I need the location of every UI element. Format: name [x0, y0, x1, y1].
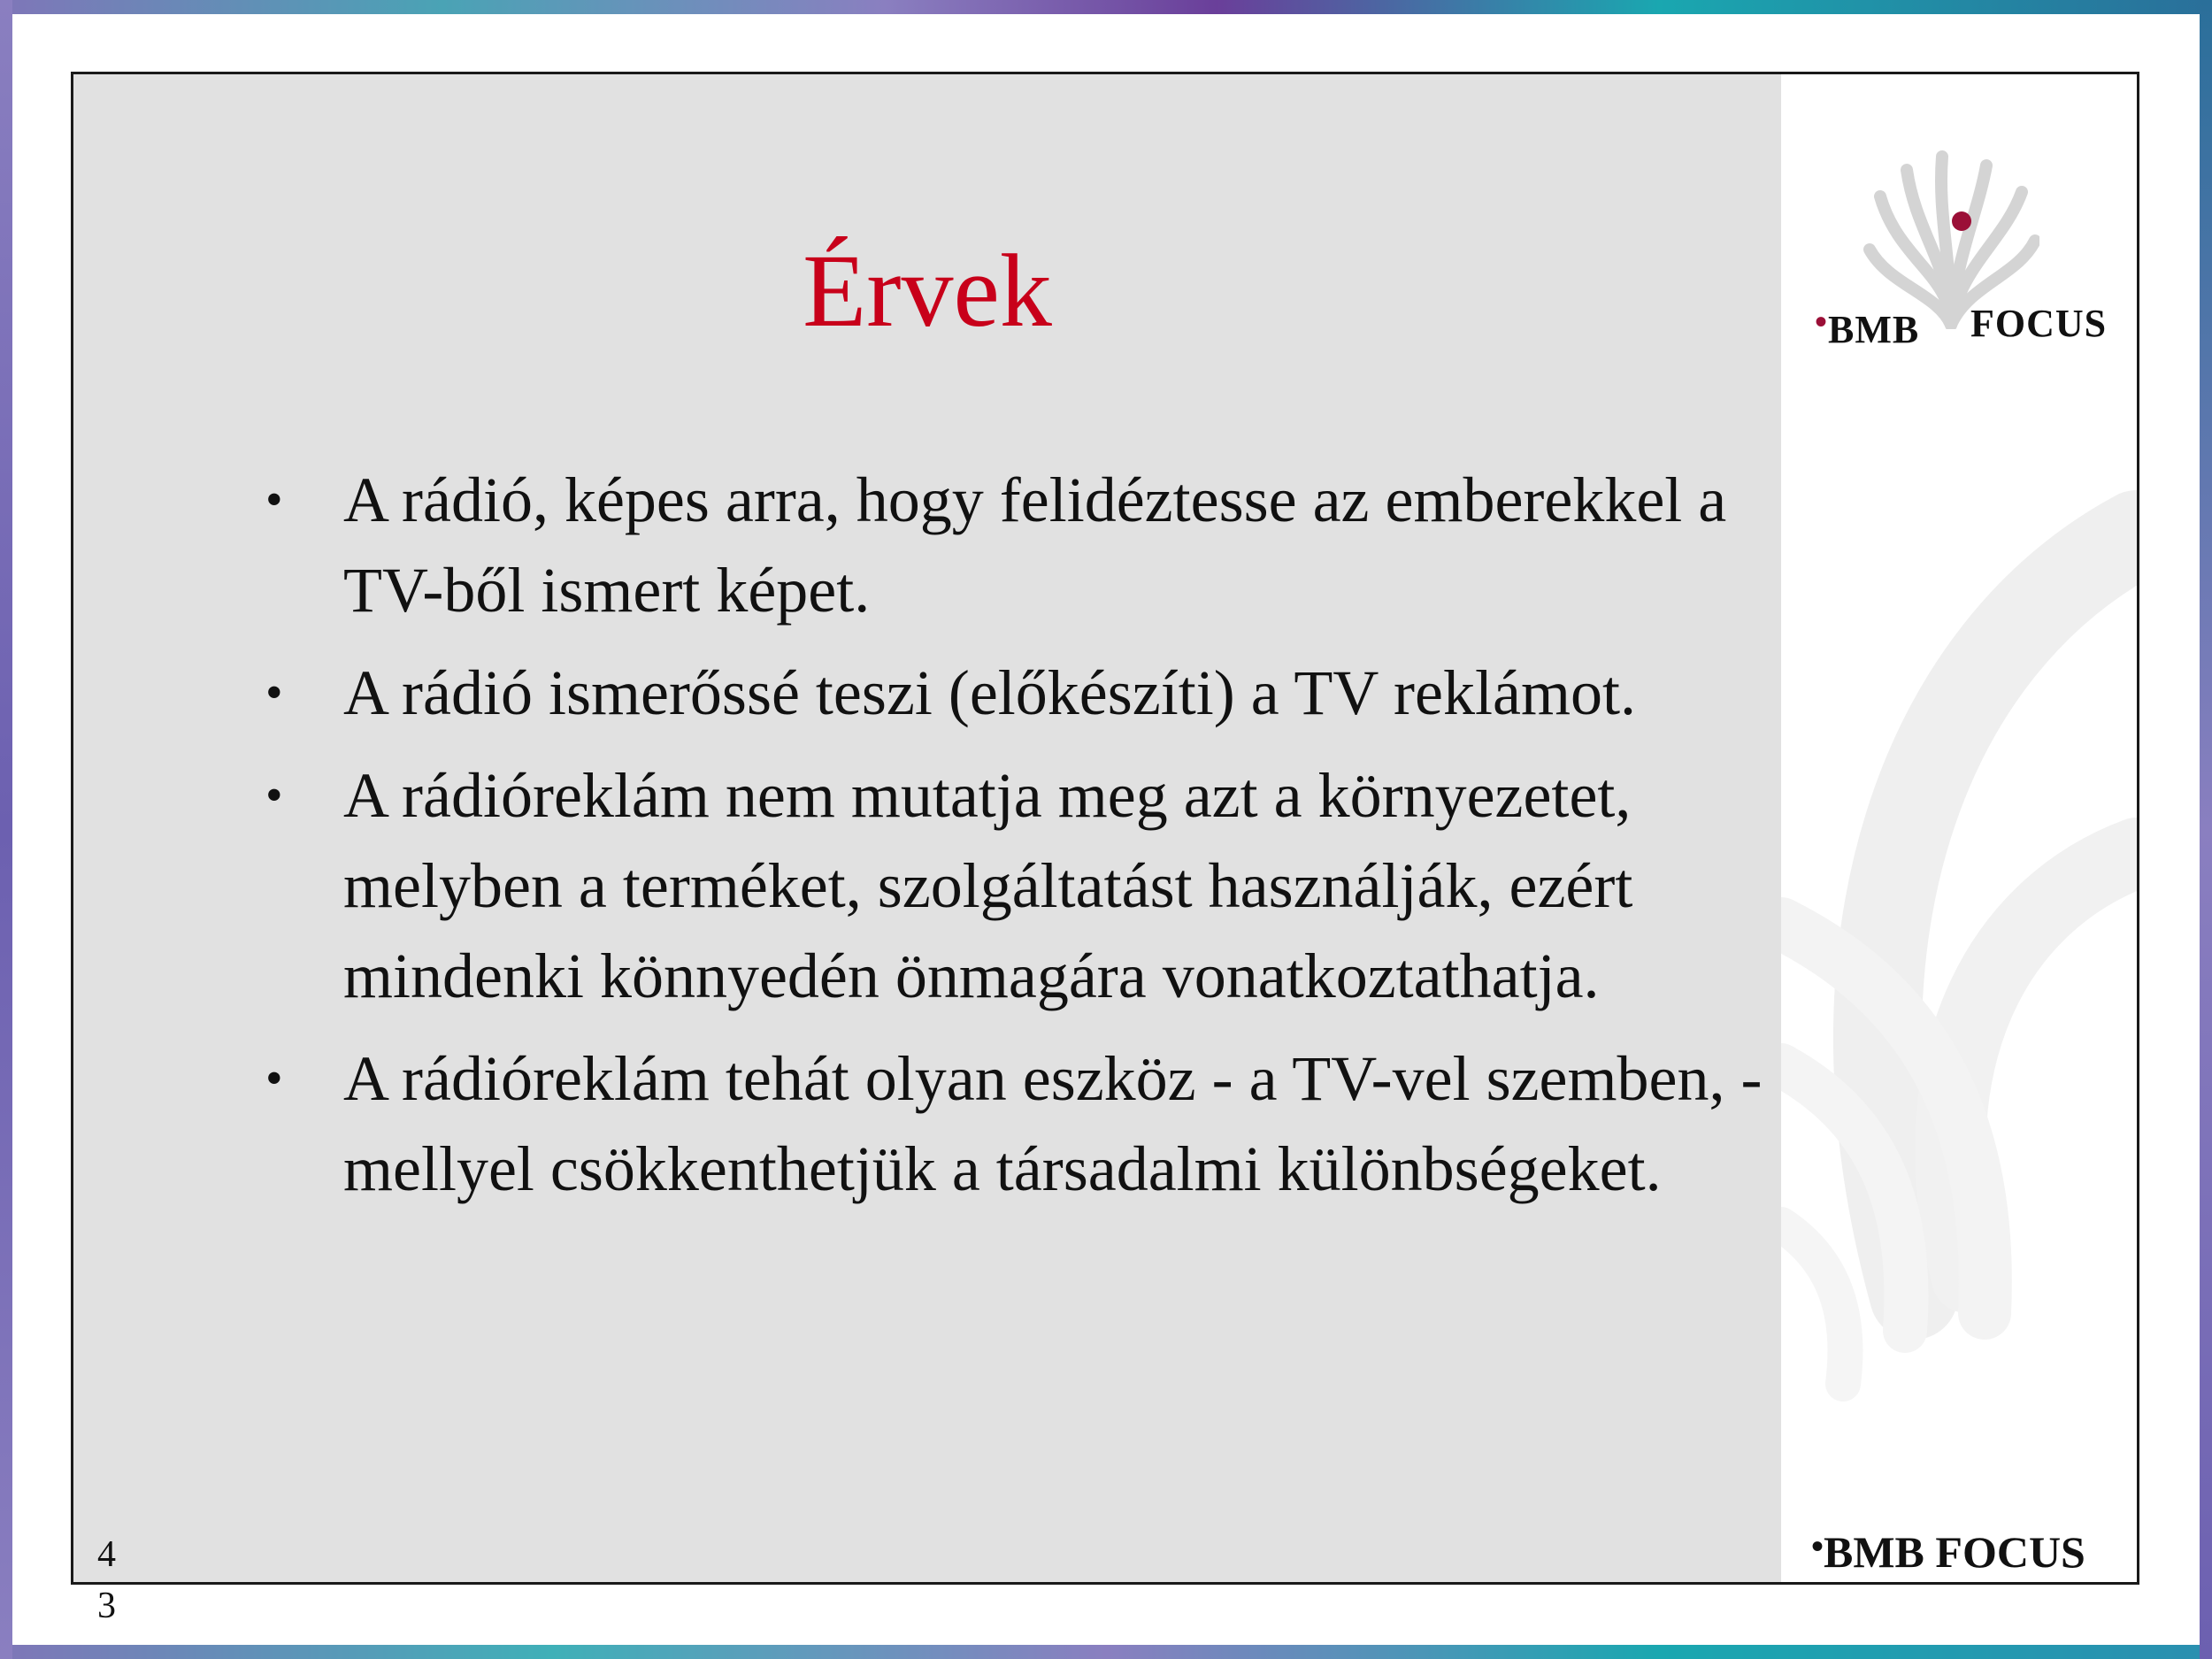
- bullet-item: [184, 648, 1777, 738]
- page-number-digit: 4: [97, 1534, 116, 1575]
- footer-brand-text: BMB FOCUS: [1824, 1527, 2085, 1577]
- footer-brand: [1811, 1525, 2085, 1578]
- logo-text-left: BMB: [1828, 308, 1920, 351]
- bullet-item: [184, 1033, 1777, 1214]
- bullet-marker: •: [265, 665, 283, 720]
- bullet-text: A rádióreklám tehát olyan eszköz - a TV-vel szemben, - mellyel csökkenthetjük a társadalmi különbségeket.: [343, 1043, 1763, 1204]
- decorative-frame-bottom: [0, 1645, 2212, 1659]
- decorative-frame-top: [0, 0, 2212, 14]
- footer-dot: •: [1811, 1526, 1824, 1566]
- logo-bullet-dot: •: [1815, 302, 1829, 342]
- logo-text-right: FOCUS: [1970, 302, 2108, 345]
- bullet-marker: •: [265, 768, 283, 823]
- decorative-frame-right: [2200, 0, 2212, 1659]
- bullet-text: A rádió, képes arra, hogy felidéztesse az emberekkel a TV-ből ismert képet.: [343, 465, 1727, 626]
- brand-logo: [1815, 143, 2133, 409]
- slide: [71, 72, 2139, 1585]
- decorative-frame-left: [0, 0, 12, 1659]
- bullet-list: [184, 455, 1777, 1226]
- logo-dot: [1952, 211, 1971, 231]
- content-panel: [73, 74, 1781, 1582]
- side-panel: [1781, 74, 2137, 1582]
- slide-title: Érvek: [803, 233, 1052, 349]
- bullet-marker: •: [265, 1051, 283, 1106]
- bullet-marker: •: [265, 472, 283, 527]
- page-number-digit: 3: [97, 1586, 116, 1626]
- bullet-text: A rádió ismerőssé teszi (előkészíti) a TV reklámot.: [343, 657, 1636, 728]
- bullet-text: A rádióreklám nem mutatja meg azt a környezetet, melyben a terméket, szolgáltatást használják, ezért mindenki könnyedén önmagára vonatkoztathatja.: [343, 760, 1633, 1011]
- page-number: [97, 1529, 133, 1632]
- bullet-item: [184, 455, 1777, 635]
- bullet-item: [184, 750, 1777, 1021]
- logo-wordmark: [1815, 301, 2133, 352]
